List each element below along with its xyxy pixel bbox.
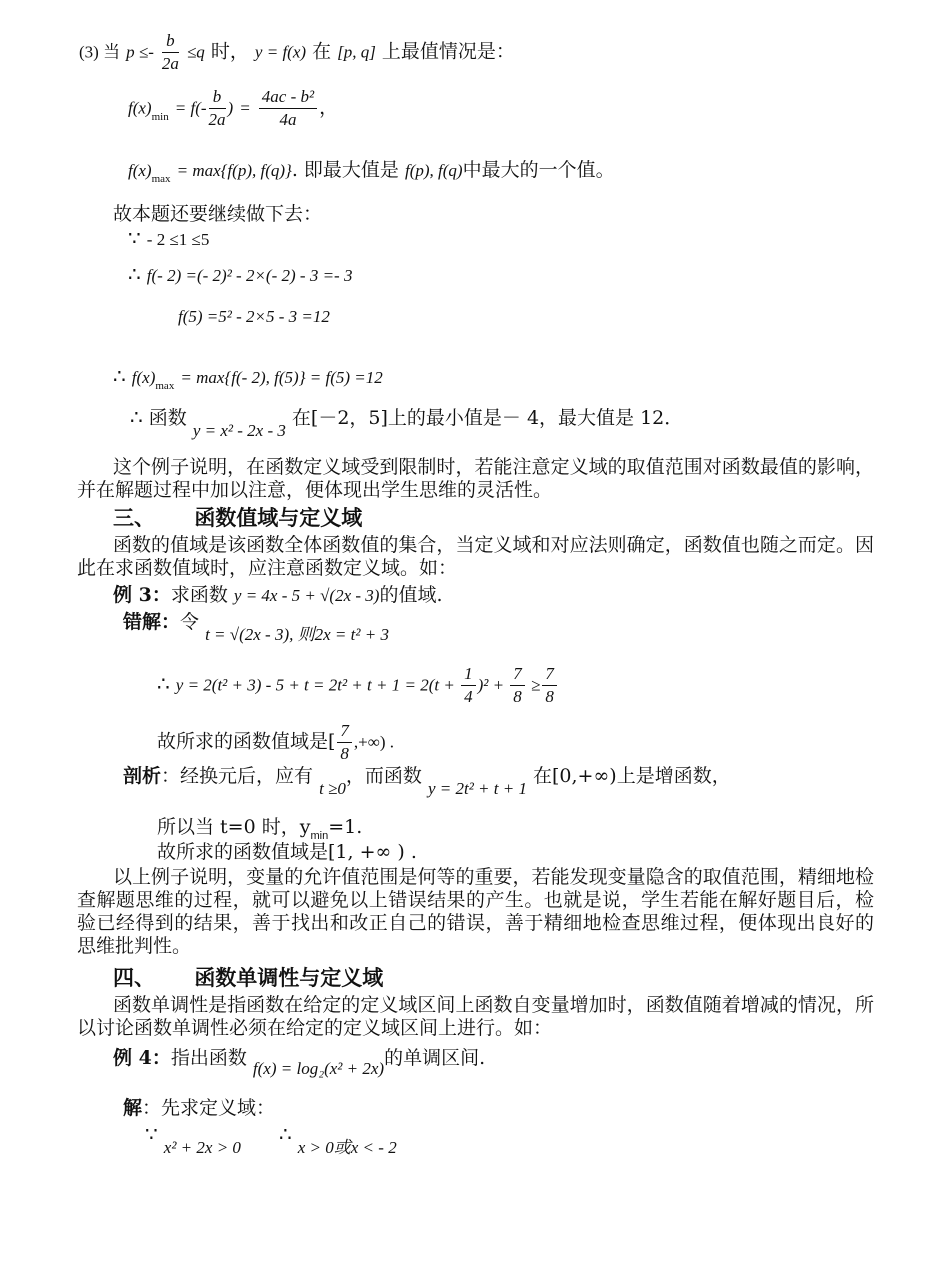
analysis-t1: ：经换元后，应有 bbox=[161, 765, 314, 787]
paragraph-4: 函数单调性是指函数在给定的定义域区间上函数自变量增加时，函数值随着增减的情况，所以讨论函数单调性必须在给定的定义域区间上进行。如： bbox=[77, 994, 874, 1039]
conclusion-fn: y = x² - 2x - 3 bbox=[192, 421, 286, 440]
domain-result: x > 0或x < - 2 bbox=[297, 1138, 397, 1157]
ex3-t1: 求函数 bbox=[170, 584, 228, 606]
max-equation bbox=[128, 158, 615, 185]
wrong2-f2d: 8 bbox=[513, 687, 522, 706]
wrong-result-fn: 7 bbox=[337, 720, 352, 743]
wrong2-ge: ≥ bbox=[526, 675, 541, 695]
conclusion-t1: 函数 bbox=[148, 407, 187, 429]
heading4-title: 函数单调性与定义域 bbox=[194, 965, 384, 990]
interval-pq: [p, q] bbox=[337, 42, 376, 62]
domain-cond: x² + 2x > 0 bbox=[163, 1138, 241, 1157]
conclusion-t2: 在[－2，5]上的最小值是－ 4，最大值是 12． bbox=[291, 407, 684, 429]
example-4 bbox=[113, 1046, 486, 1078]
condition-p: p ≤- bbox=[126, 42, 154, 62]
min-num: 4ac - b² bbox=[259, 86, 317, 109]
max-fpq: f(p), f(q) bbox=[404, 161, 463, 180]
because-expr: - 2 ≤1 ≤5 bbox=[146, 230, 210, 249]
analysis-t3: 在[0,+∞)上是增函数， bbox=[533, 765, 731, 787]
analysis-line-2 bbox=[157, 815, 362, 842]
min-den: 4a bbox=[279, 110, 297, 129]
wrong2-f1n: 1 bbox=[461, 663, 476, 686]
paragraph-3: 以上例子说明，变量的允许值范围是何等的重要，若能发现变量隐含的取值范围，精细地检查解题思维的过程，就可以避免以上错误结果的产生。也就是说，学生若能在解好题目后，检验已经得到的结果，善于找出和改正自己的错误，善于精细地检查思维过程，便体现出良好的思维批判性。 bbox=[77, 866, 874, 957]
analysis-label: 剖析 bbox=[123, 765, 162, 787]
solution-label: 解 bbox=[123, 1097, 143, 1119]
ex4-fn: f(x) = log₂(x² + 2x) bbox=[252, 1059, 385, 1078]
min-lhs: f(x) bbox=[128, 98, 152, 118]
paragraph-2: 函数的值域是该函数全体函数值的集合，当定义域和对应法则确定，函数值也随之而定。因此在求函数值域时，应注意函数定义域。如： bbox=[77, 534, 874, 579]
fn-y-fx: y = f(x) bbox=[254, 42, 307, 62]
analysis-cond: t ≥0 bbox=[319, 779, 346, 798]
ex4-t2: 的单调区间. bbox=[384, 1047, 486, 1069]
analysis2-t2: =1. bbox=[328, 816, 363, 838]
min-tail: ， bbox=[319, 96, 339, 119]
wrong-solution bbox=[123, 610, 389, 644]
because-symbol-2: ∵ bbox=[145, 1122, 158, 1146]
wrong2-mid: )² + bbox=[477, 675, 509, 695]
conclusion-line bbox=[130, 405, 684, 440]
fraction-b-2a-min: $\frac{b}{2a}$ bbox=[208, 87, 226, 129]
wrong-result bbox=[157, 720, 394, 765]
continue-text: 故本题还要继续做下去： bbox=[113, 203, 323, 225]
min-rp: ) bbox=[227, 98, 234, 118]
ex4-label: 例 4： bbox=[113, 1047, 171, 1069]
analysis-line-3: 故所求的函数值域是[1, +∞ ) . bbox=[157, 841, 417, 863]
heading-4 bbox=[113, 966, 383, 990]
therefore-symbol-2: ∴ bbox=[113, 364, 126, 388]
therefore2-lhs: f(x) bbox=[131, 368, 156, 387]
wrong2-expr: y = 2(t² + 3) - 5 + t = 2t² + t + 1 = 2(t + bbox=[175, 675, 460, 695]
max-text1: 即最大值是 bbox=[303, 159, 399, 181]
therefore-expr: f(- 2) =(- 2)² - 2×(- 2) - 3 =- 3 bbox=[146, 266, 353, 285]
therefore-line-2 bbox=[113, 364, 383, 392]
analysis-fn: y = 2t² + t + 1 bbox=[427, 779, 527, 798]
max-text2: 中最大的一个值。 bbox=[462, 159, 615, 181]
section3-rest: 上最值情况是： bbox=[381, 40, 515, 63]
wrong-result-t2: ,+∞) . bbox=[353, 732, 395, 752]
analysis2-t1: 所以当 t=0 时，y bbox=[157, 816, 311, 838]
max-lhs: f(x) bbox=[128, 161, 152, 180]
wrong2-f2n: 7 bbox=[510, 663, 525, 686]
wrong2-f3d: 8 bbox=[545, 687, 554, 706]
solution-line bbox=[123, 1096, 275, 1120]
wrong-label: 错解： bbox=[123, 611, 181, 633]
section3-prefix: (3) 当 bbox=[79, 42, 121, 62]
example-3 bbox=[113, 583, 443, 608]
heading3-num: 三、 bbox=[113, 505, 155, 530]
condition-q: ≤q bbox=[186, 42, 205, 62]
f5-line bbox=[178, 304, 330, 329]
wrong-line-2 bbox=[157, 663, 559, 708]
wrong-result-t1: 故所求的函数值域是[ bbox=[157, 730, 336, 753]
solution-t1: ：先求定义域： bbox=[142, 1097, 276, 1119]
analysis2-sub: min bbox=[310, 830, 329, 842]
heading-3 bbox=[113, 506, 362, 530]
paragraph-1: 这个例子说明，在函数定义域受到限制时，若能注意定义域的取值范围对函数最值的影响，并在解题过程中加以注意，便体现出学生思维的灵活性。 bbox=[77, 456, 874, 501]
section3-on: 在 bbox=[312, 40, 332, 63]
analysis-t2: ，而函数 bbox=[345, 765, 422, 787]
because-line-1 bbox=[128, 226, 209, 252]
fraction-b-2a: $\frac{b}{2a}$ bbox=[161, 31, 179, 73]
therefore-symbol: ∴ bbox=[128, 262, 141, 286]
ex3-t2: 的值域. bbox=[379, 584, 443, 606]
wrong-t1: 令 bbox=[180, 611, 200, 633]
therefore2-rhs: = max{f(- 2), f(5)} = f(5) =12 bbox=[180, 368, 383, 387]
min-mid: = f(- bbox=[174, 98, 207, 118]
ex4-t1: 指出函数 bbox=[170, 1047, 247, 1069]
section3-line bbox=[79, 30, 515, 75]
max-dot: . bbox=[291, 159, 298, 181]
analysis-line bbox=[123, 764, 731, 798]
wrong-expr: t = √(2x - 3), 则2x = t² + 3 bbox=[205, 625, 389, 644]
wrong2-f1d: 4 bbox=[464, 687, 473, 706]
because-symbol: ∵ bbox=[128, 226, 141, 250]
therefore-symbol-5: ∴ bbox=[278, 1122, 292, 1146]
domain-line bbox=[145, 1122, 397, 1157]
max-sub: max bbox=[151, 173, 171, 185]
wrong2-f3n: 7 bbox=[542, 663, 557, 686]
wrong-result-fd: 8 bbox=[340, 744, 349, 763]
section3-at: 时， bbox=[210, 40, 249, 63]
ex3-label: 例 3： bbox=[113, 584, 171, 606]
max-rhs: = max{f(p), f(q)} bbox=[176, 161, 292, 180]
therefore-line-1 bbox=[128, 262, 352, 288]
ex3-fn: y = 4x - 5 + √(2x - 3) bbox=[233, 586, 380, 605]
min-equation: $f(x)_{min} = f(-$ $\frac{b}{2a}$ ) = $\frac{\text{4ac - b²}}{4a}$ ， bbox=[128, 87, 339, 129]
heading4-num: 四、 bbox=[113, 965, 155, 990]
therefore-symbol-4: ∴ bbox=[157, 671, 170, 696]
therefore-symbol-3: ∴ bbox=[130, 405, 143, 429]
f5-expr: f(5) =5² - 2×5 - 3 =12 bbox=[178, 307, 330, 326]
fraction-4ac bbox=[259, 86, 317, 131]
therefore2-sub: max bbox=[155, 380, 175, 392]
heading3-title: 函数值域与定义域 bbox=[194, 505, 363, 530]
min-sub: min bbox=[151, 110, 169, 123]
